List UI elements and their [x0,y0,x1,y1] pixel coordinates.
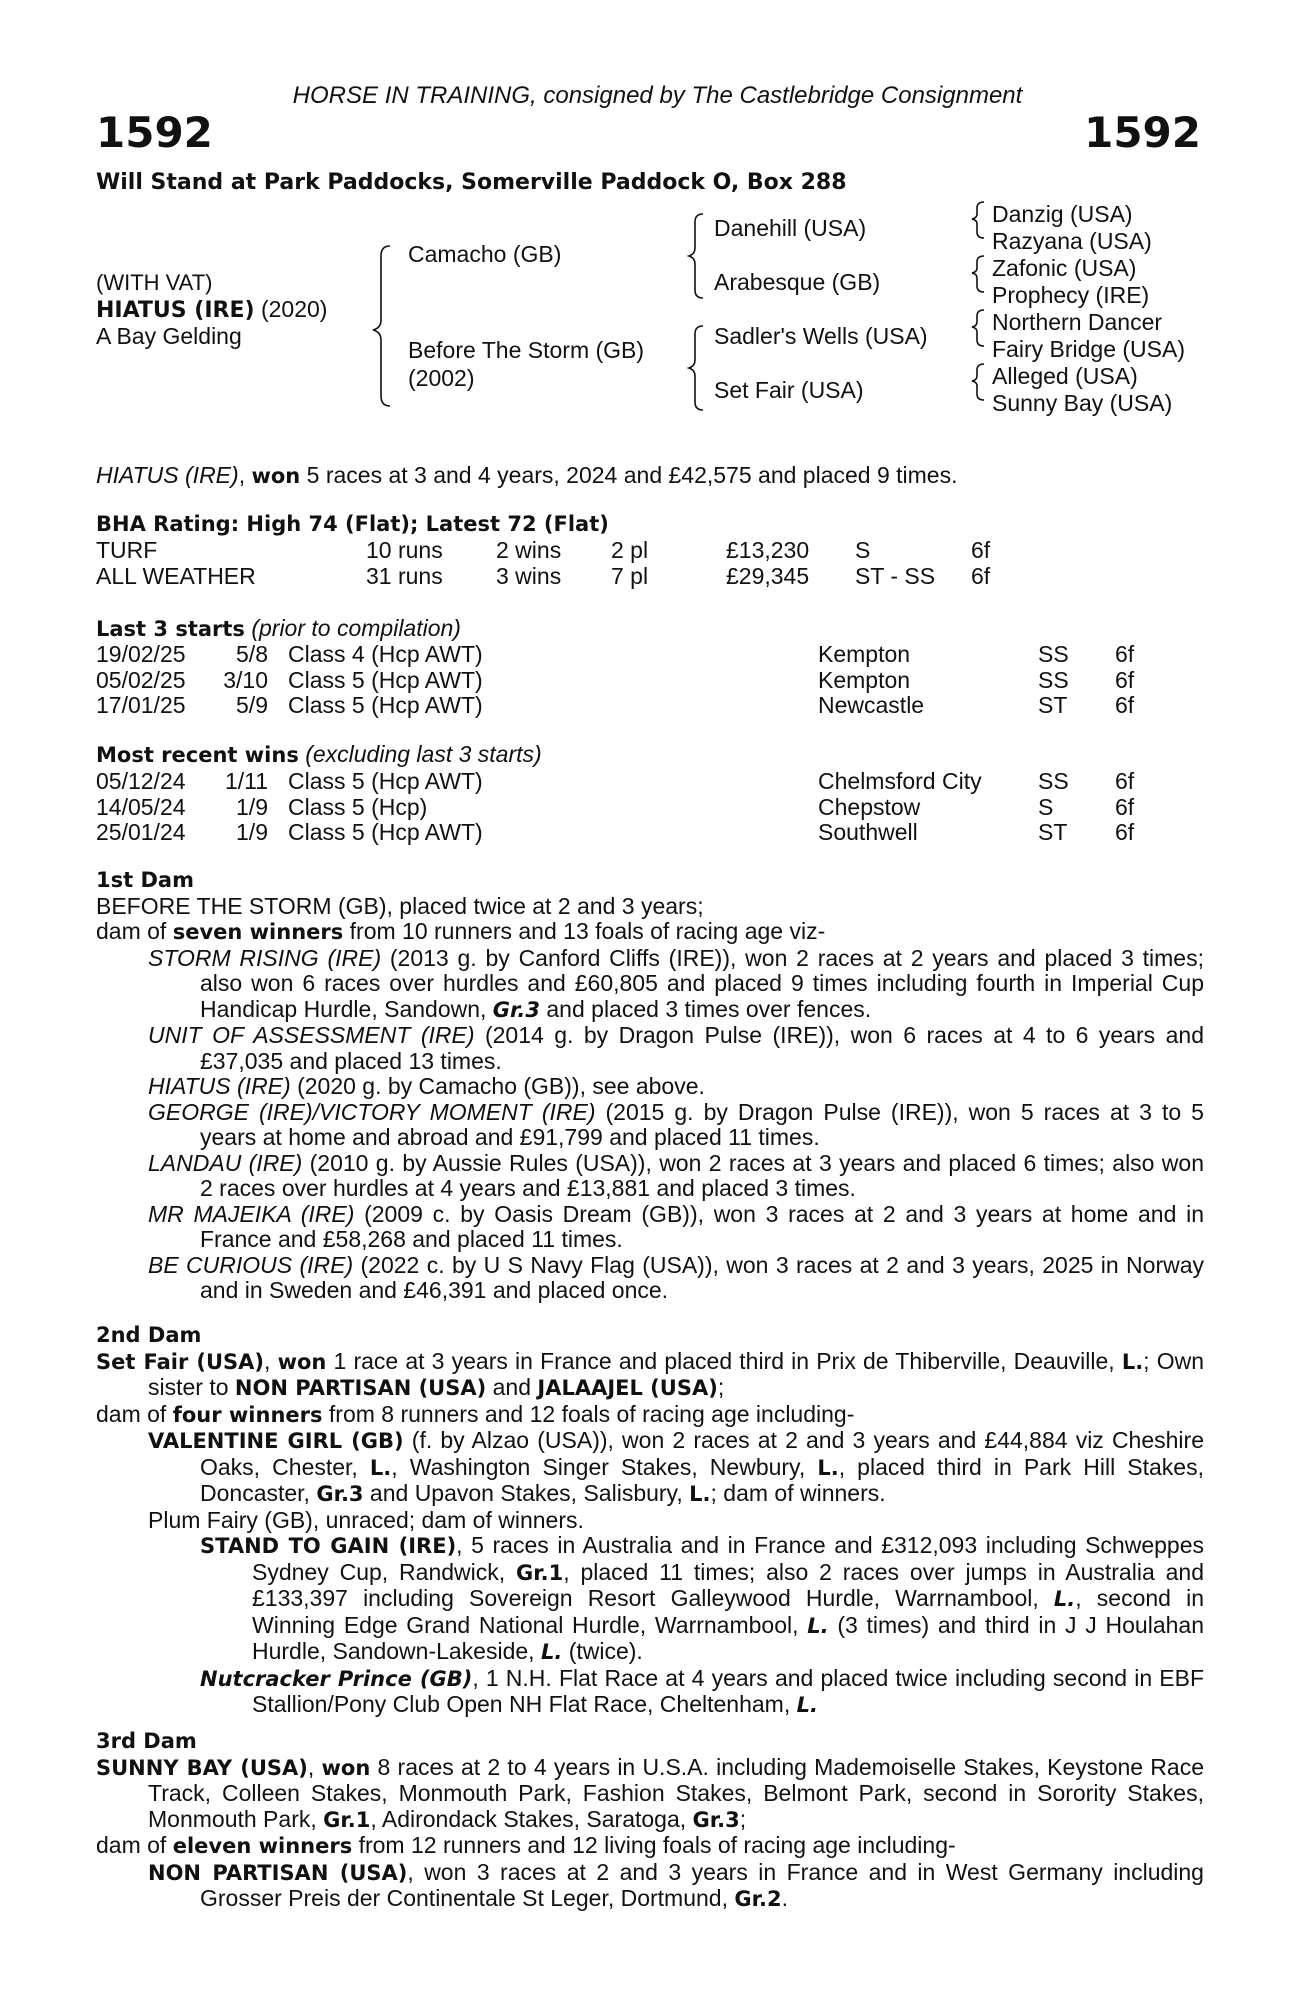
offspring-2 [148,1023,1204,1074]
vg-name: VALENTINE GIRL (GB) [148,1429,404,1453]
third-dam-title: 3rd Dam [96,1729,197,1753]
rating-turf-runs: 10 runs [366,537,443,563]
last-start-row-2-going: SS [1038,666,1069,693]
third-dam-name: SUNNY BAY (USA) [96,1755,308,1780]
second-dam-title: 2nd Dam [96,1323,202,1347]
last-start-row-3-dist: 6f [1115,692,1135,718]
pedigree-dam: Before The Storm (GB) [408,337,645,363]
recent-win-row-1-course: Chelmsford City [818,768,982,794]
rating-aw-dist: 6f [971,563,991,589]
recent-win-row-3-dist: 6f [1115,819,1135,845]
dam-of-pre: dam of [96,918,173,944]
listed-mark: L. [807,1613,829,1638]
recent-win-row-3-going: ST [1038,819,1068,845]
arabesque-bracket [972,256,984,292]
offspring-text: (2009 c. by Oasis Dream (GB)), won 3 races at 2 and 3 years at home and in France and £58,268 and placed 11 times. [200,1200,1204,1252]
first-dam-line2 [96,919,1204,946]
np-name: NON PARTISAN (USA) [148,1860,408,1885]
last-start-row-3-pos: 5/9 [236,692,268,718]
last-start-row-2-course: Kempton [818,666,911,693]
second-dam-line: Set Fair (USA), won 1 race at 3 years in France and placed third in Prix de Thiberville, Deauville, L.; Own sister to NON PARTISAN (USA) and JALAAJEL (USA); [96,1347,1205,1400]
offspring-6 [148,1202,1204,1253]
listed-mark: L. [817,1455,839,1480]
recent-win-row-1-race: Class 5 (Hcp AWT) [288,768,483,794]
offspring-5 [148,1151,1204,1202]
last-start-row-1-pos: 5/8 [236,641,268,667]
dam-of-count: seven winners [172,920,344,944]
dam-of-pre: dam of [96,1400,173,1427]
second-dam-produce [96,1402,1204,1429]
second-dam-text2: ; Own sister to [148,1347,1205,1400]
third-dam-section [96,1729,1204,1913]
rating-aw-prize: £29,345 [726,563,810,589]
listed-mark: L. [540,1640,563,1664]
horse-year: (2020) [260,296,328,322]
vg-text2: , Washington Singer Stakes, Newbury, [391,1453,818,1480]
listed-mark: L. [1053,1587,1076,1611]
vg-text5: ; dam of winners. [710,1480,886,1506]
last-starts-heading [96,617,461,640]
second-dam-name: Set Fair (USA) [96,1349,265,1374]
dam-of-pre: dam of [96,1832,173,1858]
lot-number-left: 1592 [96,108,213,157]
last-start-row-2-race: Class 5 (Hcp AWT) [288,666,483,693]
recent-win-row-2-date: 14/05/24 [96,793,186,820]
recent-wins-heading [96,743,542,766]
pedigree-gen3-2: Arabesque (GB) [714,269,881,295]
recent-win-row-2-race: Class 5 (Hcp) [288,793,428,820]
dam-bracket [689,326,703,410]
recent-win-row-3-course: Southwell [818,819,918,845]
sire-bracket [689,214,703,298]
offspring-text: (2022 c. by U S Navy Flag (USA)), won 3 races at 2 and 3 years, 2025 in Norway and in Sweden and £46,391 and placed once. [200,1251,1205,1303]
np-text: , 1 N.H. Flat Race at 4 years and placed twice including second in EBF Stallion/Pony Club Open NH Flat Race, Cheltenham, [252,1664,1204,1717]
recent-win-row-2-dist: 6f [1115,793,1135,820]
last-starts-note: (prior to compilation) [251,615,461,641]
offspring-text2: and placed 3 times over fences. [540,995,872,1022]
pedigree-dam-year: (2002) [408,365,475,391]
np-name: Nutcracker Prince (GB) [200,1666,473,1691]
recent-win-row-2-course: Chepstow [818,793,921,820]
plum-fairy: Plum Fairy (GB), unraced; dam of winners. [148,1506,584,1533]
pedigree-gen3-3: Sadler's Wells (USA) [714,323,928,349]
dam-of-post: from 10 runners and 13 foals of racing age viz- [343,918,826,944]
recent-wins-title: Most recent wins [96,743,299,767]
offspring-name: MR MAJEIKA (IRE) [148,1200,355,1227]
stg-text4: (3 times) and third in J J Houlahan Hurdle, Sandown-Lakeside, [252,1611,1204,1664]
sibling-1: NON PARTISAN (USA) [234,1376,487,1400]
third-dam-text: 8 races at 2 to 4 years in U.S.A. including Mademoiselle Stakes, Keystone Race Track, Colleen Stakes, Monmouth Park, Fashion Stakes, Belmont Park, second in Sorority Stakes, Monmouth Park, [148,1753,1204,1832]
stg-text: , 5 races in Australia and in France and £312,093 including Schweppes Sydney Cup, Randwick, [252,1532,1204,1585]
last-start-row-2-dist: 6f [1115,666,1135,693]
recent-win-row-3-pos: 1/9 [236,819,268,845]
horse-description: A Bay Gelding [96,323,242,349]
recent-win-row-1-date: 05/12/24 [96,768,186,794]
recent-win-row-1-dist: 6f [1115,768,1135,794]
stg-text3: , second in Winning Edge Grand National Hurdle, Warrnambool, [252,1585,1204,1638]
second-dam-won: won [277,1349,327,1374]
pedigree-gen3-1: Danehill (USA) [714,215,867,241]
offspring-name: BE CURIOUS (IRE) [148,1251,354,1278]
vg-text3: , placed third in Park Hill Stakes, Doncaster, [200,1453,1204,1506]
offspring-name: STORM RISING (IRE) [148,944,382,971]
third-dam-produce [96,1833,1204,1860]
offspring-7 [148,1253,1204,1304]
rating-turf-going: S [855,537,871,563]
recent-wins-note: (excluding last 3 starts) [305,741,542,767]
second-dam-text: 1 race at 3 years in France and placed third in Prix de Thiberville, Deauville, [326,1347,1122,1374]
dam-of-post: from 8 runners and 12 foals of racing age including- [322,1400,855,1427]
grade-mark: Gr.3 [692,1807,740,1832]
third-dam-won: won [321,1755,371,1780]
recent-win-row-1-pos: 1/11 [224,768,268,794]
summary-horse-name: HIATUS (IRE) [96,462,239,488]
recent-win-row-1-going: SS [1038,768,1069,794]
offspring-grade: Gr.3 [492,997,540,1022]
summary-won: won [251,464,301,488]
dam-of-count: eleven winners [172,1834,353,1858]
last-start-row-3-date: 17/01/25 [96,692,186,718]
last-start-row-1-race: Class 4 (Hcp AWT) [288,641,483,667]
last-start-row-3-course: Newcastle [818,692,925,718]
grade-mark: Gr.1 [323,1807,371,1832]
third-dam-line: SUNNY BAY (USA), won 8 races at 2 to 4 years in U.S.A. including Mademoiselle Stakes, Keystone Race Track, Colleen Stakes, Monmouth Park, Fashion Stakes, Belmont Park, second in Sorority Stakes, Monmouth Park, Gr.1, Adirondack Stakes, Saratoga, Gr.3; [96,1753,1204,1832]
first-dam-line1: BEFORE THE STORM (GB), placed twice at 2 and 3 years; [96,892,704,919]
bha-rating: BHA Rating: High 74 (Flat); Latest 72 (Flat) [96,512,609,536]
dam-of-post: from 12 runners and 12 living foals of racing age including- [352,1832,956,1858]
nutcracker-prince [200,1666,1204,1719]
sadlers-bracket [972,310,984,346]
rating-turf-placed: 2 pl [611,537,649,563]
offspring-text: (2015 g. by Dragon Pulse (IRE)), won 5 races at 3 to 5 years at home and abroad and £91,799 and placed 11 times. [200,1098,1204,1150]
vg-text: (f. by Alzao (USA)), won 2 races at 2 and 3 years and £44,884 viz Cheshire Oaks, Chester, [200,1427,1204,1480]
recent-win-row-2-pos: 1/9 [236,793,268,820]
pedigree-gen4-3: Zafonic (USA) [992,255,1137,281]
semicolon: ; [717,1374,725,1400]
valentine-girl [148,1428,1204,1508]
offspring-3 [148,1074,1204,1100]
last-start-row-2-pos: 3/10 [223,666,268,693]
last-start-row-2-date: 05/02/25 [96,666,186,693]
consignment-header: HORSE IN TRAINING, consigned by The Castlebridge Consignment [292,82,1023,109]
offspring-text: (2020 g. by Camacho (GB)), see above. [290,1073,705,1099]
stg-name: STAND TO GAIN (IRE) [200,1534,457,1558]
np-text2: . [781,1885,788,1911]
offspring-name: UNIT OF ASSESSMENT (IRE) [148,1022,475,1048]
listed-mark: L. [689,1482,711,1506]
rating-turf-dist: 6f [971,537,991,563]
setfair-bracket [972,364,984,400]
semicolon: ; [739,1805,747,1832]
rating-turf-surface: TURF [96,537,158,563]
stg-text2: , placed 11 times; also 2 races over jumps in Australia and £133,397 including Sovereign Resort Galleywood Hurdle, Warrnambool, [252,1558,1204,1611]
grade-mark: Gr.1 [516,1560,564,1585]
third-dam-text2: , Adirondack Stakes, Saratoga, [370,1805,693,1832]
offspring-text: (2013 g. by Canford Cliffs (IRE)), won 2 races at 2 years and placed 3 times; also won 6 races over hurdles and £60,805 and placed 9 times including fourth in Imperial Cup Handicap Hurdle, Sandown, [200,944,1204,1022]
vg-text4: and Upavon Stakes, Salisbury, [363,1480,690,1506]
offspring-name: LANDAU (IRE) [148,1149,303,1176]
listed-mark: L. [1121,1349,1144,1374]
second-dam-section [96,1323,1204,1719]
recent-win-row-2-going: S [1038,793,1054,820]
listed-mark: L. [369,1455,392,1480]
last-start-row-3-race: Class 5 (Hcp AWT) [288,692,483,718]
rating-aw-runs: 31 runs [366,563,443,589]
np-text: , won 3 races at 2 and 3 years in France and in West Germany including Grosser Preis der Continentale St Leger, Dortmund, [200,1858,1204,1911]
first-dam-title: 1st Dam [96,868,194,892]
pedigree-gen4-4: Prophecy (IRE) [992,282,1150,308]
offspring-name: HIATUS (IRE) [148,1073,291,1099]
recent-win-row-3-race: Class 5 (Hcp AWT) [288,819,483,845]
rating-turf-prize: £13,230 [726,537,810,563]
dam-of-count: four winners [172,1402,323,1427]
sire-dam-bracket [373,246,390,406]
recent-win-row-3-date: 25/01/24 [96,819,186,845]
pedigree-gen4-2: Razyana (USA) [992,228,1152,254]
summary-text: 5 races at 3 and 4 years, 2024 and £42,575 and placed 9 times. [300,462,958,488]
offspring-text: (2014 g. by Dragon Pulse (IRE)), won 6 races at 4 to 6 years and £37,035 and placed 13 times. [200,1022,1204,1074]
grade-mark: Gr.2 [734,1887,782,1911]
rating-aw-going: ST - SS [855,563,936,589]
stand-to-gain [200,1533,1204,1666]
offspring-4 [148,1100,1204,1151]
last-start-row-1-going: SS [1038,641,1069,667]
and-text: and [486,1374,538,1400]
last-start-row-1-dist: 6f [1115,641,1135,667]
grade-mark: Gr.3 [316,1482,364,1506]
offspring-text: (2010 g. by Aussie Rules (USA)), won 2 races at 3 years and placed 6 times; also won 2 races over hurdles at 4 years and £13,881 and placed 3 times. [200,1149,1204,1201]
offspring-1 [148,946,1204,1024]
pedigree-gen4-5: Northern Dancer [992,309,1163,335]
pedigree-gen4-1: Danzig (USA) [992,201,1133,227]
rating-aw-placed: 7 pl [611,563,649,589]
last-start-row-3-going: ST [1038,692,1068,718]
last-start-row-1-course: Kempton [818,641,911,667]
stg-text5: (twice). [562,1638,643,1664]
pedigree-gen4-6: Fairy Bridge (USA) [992,336,1185,362]
offspring-name: GEORGE (IRE)/VICTORY MOMENT (IRE) [148,1098,596,1125]
sibling-2: JALAAJEL (USA) [537,1376,718,1400]
vat-note: (WITH VAT) [96,270,213,295]
pedigree-gen3-4: Set Fair (USA) [714,377,864,403]
pedigree-gen4-8: Sunny Bay (USA) [992,390,1173,416]
pedigree-gen4-7: Alleged (USA) [992,363,1138,389]
rating-aw-wins: 3 wins [496,563,562,589]
first-dam-section [96,868,1204,1304]
lot-number-right: 1592 [1084,108,1201,157]
rating-aw-surface: ALL WEATHER [96,563,256,589]
listed-mark: L. [796,1693,818,1717]
non-partisan [148,1860,1204,1913]
last-start-row-1-date: 19/02/25 [96,641,186,667]
stand-location: Will Stand at Park Paddocks, Somerville Paddock O, Box 288 [96,170,847,195]
last-starts-title: Last 3 starts [96,617,245,641]
race-summary: HIATUS (IRE), won 5 races at 3 and 4 years, 2024 and £42,575 and placed 9 times. [96,462,958,488]
rating-turf-wins: 2 wins [496,537,562,563]
horse-name: HIATUS (IRE) [96,298,255,323]
pedigree-sire: Camacho (GB) [408,241,562,267]
danehill-bracket [972,202,984,238]
